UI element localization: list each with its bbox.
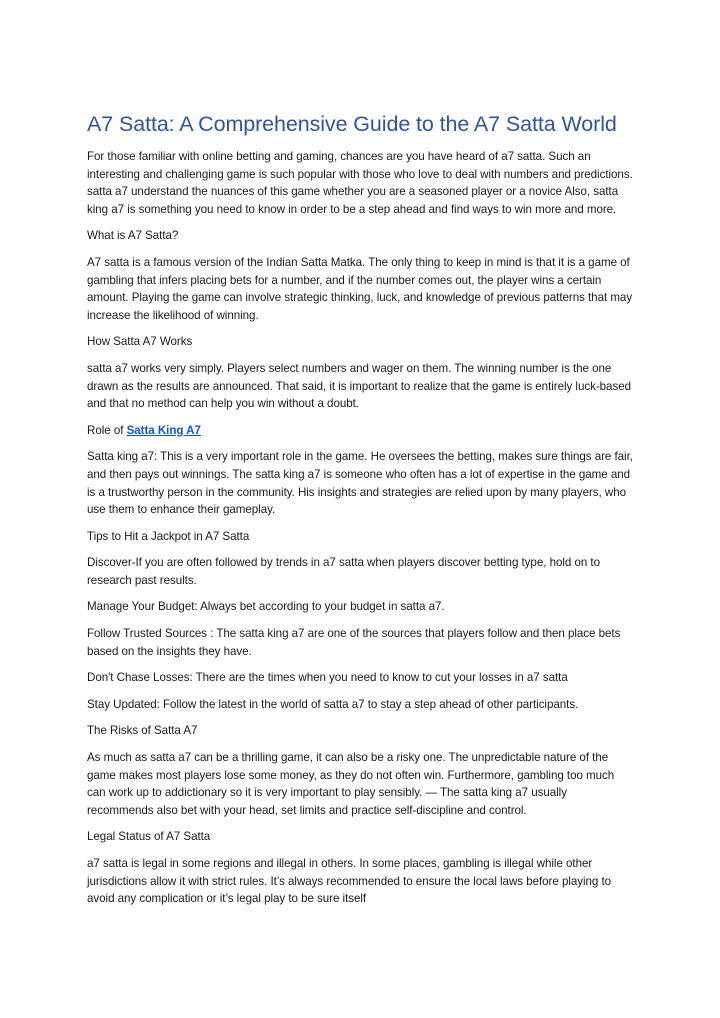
- what-is-paragraph: A7 satta is a famous version of the Indian Satta Matka. The only thing to keep in mind is that it is a game of gambling that infers placing bets for a number, and if the number comes out, the player wins a certain amount. Playing the game can involve strategic thinking, luck, and knowledge of previous patterns that may increase the likelihood of winning.: [87, 255, 633, 322]
- section-heading-legal: Legal Status of A7 Satta: [87, 830, 211, 844]
- document-title: A7 Satta: A Comprehensive Guide to the A7 Satta World: [87, 112, 617, 136]
- tip-chase-losses: Don't Chase Losses: There are the times when you need to know to cut your losses in a7 satta: [87, 671, 568, 685]
- tip-trusted-sources: Follow Trusted Sources : The satta king a7 are one of the sources that players follow and then place bets based on the insights they have.: [87, 627, 621, 658]
- section-heading-tips: Tips to Hit a Jackpot in A7 Satta: [87, 529, 250, 543]
- document-body: [87, 110, 635, 917]
- risks-paragraph: As much as satta a7 can be a thrilling game, it can also be a risky one. The unpredictable nature of the game makes most players lose some money, as they do not often win. Furthermore, gambling too much can work up to addictionary so it is very important to play sensibly. — The satta king a7 usually recommends also bet with your head, set limits and practice self-discipline and control.: [87, 751, 615, 817]
- tip-stay-updated: Stay Updated: Follow the latest in the world of satta a7 to stay a step ahead of other participants.: [87, 697, 579, 711]
- tip-discover: Discover-If you are often followed by trends in a7 satta when players discover betting type, hold on to research past results.: [87, 556, 600, 587]
- role-paragraph: Satta king a7: This is a very important role in the game. He oversees the betting, makes sure things are fair, and then pays out winnings. The satta king a7 is someone who often has a lot of expertise in the game and is a trustworthy person in the community. His insights and strategies are relied upon by many players, who use them to enhance their gameplay.: [87, 450, 633, 517]
- section-heading-role: [87, 422, 635, 440]
- tip-budget: Manage Your Budget: Always bet according to your budget in satta a7.: [87, 600, 445, 614]
- how-it-works-paragraph: satta a7 works very simply. Players select numbers and wager on them. The winning number is the one drawn as the results are announced. That said, it is important to realize that the game is entirely luck-based and that no method can help you win without a doubt.: [87, 361, 631, 411]
- section-heading-what-is: What is A7 Satta?: [87, 229, 179, 243]
- legal-paragraph: a7 satta is legal in some regions and illegal in others. In some places, gambling is illegal while other jurisdictions allow it with strict rules. It’s always recommended to ensure the local laws before playing to avoid any complication or it’s legal play to be sure itself: [87, 857, 612, 906]
- satta-king-a7-link[interactable]: Satta King A7: [126, 423, 201, 437]
- section-heading-risks: The Risks of Satta A7: [87, 724, 198, 738]
- intro-paragraph: For those familiar with online betting and gaming, chances are you have heard of a7 satta. Such an interesting and challenging game is such popular with those who love to deal with numbers and predictions. satta a7 understand the nuances of this game whether you are a seasoned player or a novice Also, satta king a7 is something you need to know in order to be a step ahead and find ways to win more and more.: [87, 150, 633, 216]
- section-heading-how-it-works: How Satta A7 Works: [87, 335, 193, 349]
- role-heading-prefix: Role of: [87, 423, 127, 437]
